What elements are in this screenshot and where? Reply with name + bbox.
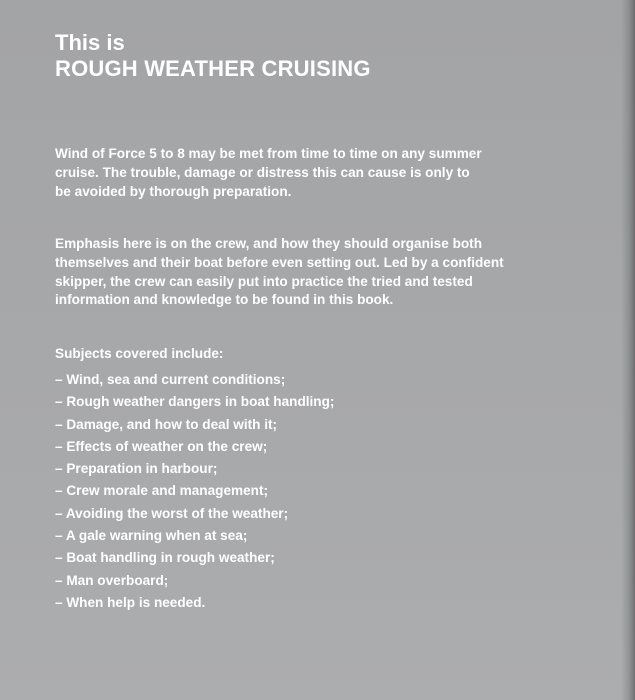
subjects-heading: Subjects covered include: xyxy=(55,346,224,361)
subject-item: – A gale warning when at sea; xyxy=(55,528,248,544)
subject-item: – Boat handling in rough weather; xyxy=(55,550,275,566)
subject-item: – Rough weather dangers in boat handling; xyxy=(55,394,335,410)
subject-item: – Damage, and how to deal with it; xyxy=(55,416,278,432)
subject-item: – Preparation in harbour; xyxy=(55,461,218,477)
subject-item: – Crew morale and management; xyxy=(55,483,269,499)
subject-item: – Wind, sea and current conditions; xyxy=(55,372,286,387)
subject-item: – Effects of weather on the crew; xyxy=(55,438,268,454)
emphasis-paragraph: Emphasis here is on the crew, and how they should organise both themselves and their boat before even setting out. Led by a confident skipper, the crew can easily put into practice the tried and tested information and knowledge to be found in this book. xyxy=(55,236,504,308)
cover-edge-shadow xyxy=(621,0,635,700)
title-line-1: This is xyxy=(55,30,125,55)
intro-paragraph: Wind of Force 5 to 8 may be met from time to time on any summer cruise. The trouble, damage or distress this can cause is only to be avoided by thorough preparation. xyxy=(55,146,482,199)
title-line-2: ROUGH WEATHER CRUISING xyxy=(55,56,371,81)
cover-title xyxy=(55,30,371,82)
subject-item: – Avoiding the worst of the weather; xyxy=(55,505,289,521)
subject-item: – When help is needed. xyxy=(55,594,206,610)
subject-item: – Man overboard; xyxy=(55,572,169,588)
subjects-list xyxy=(55,371,334,616)
